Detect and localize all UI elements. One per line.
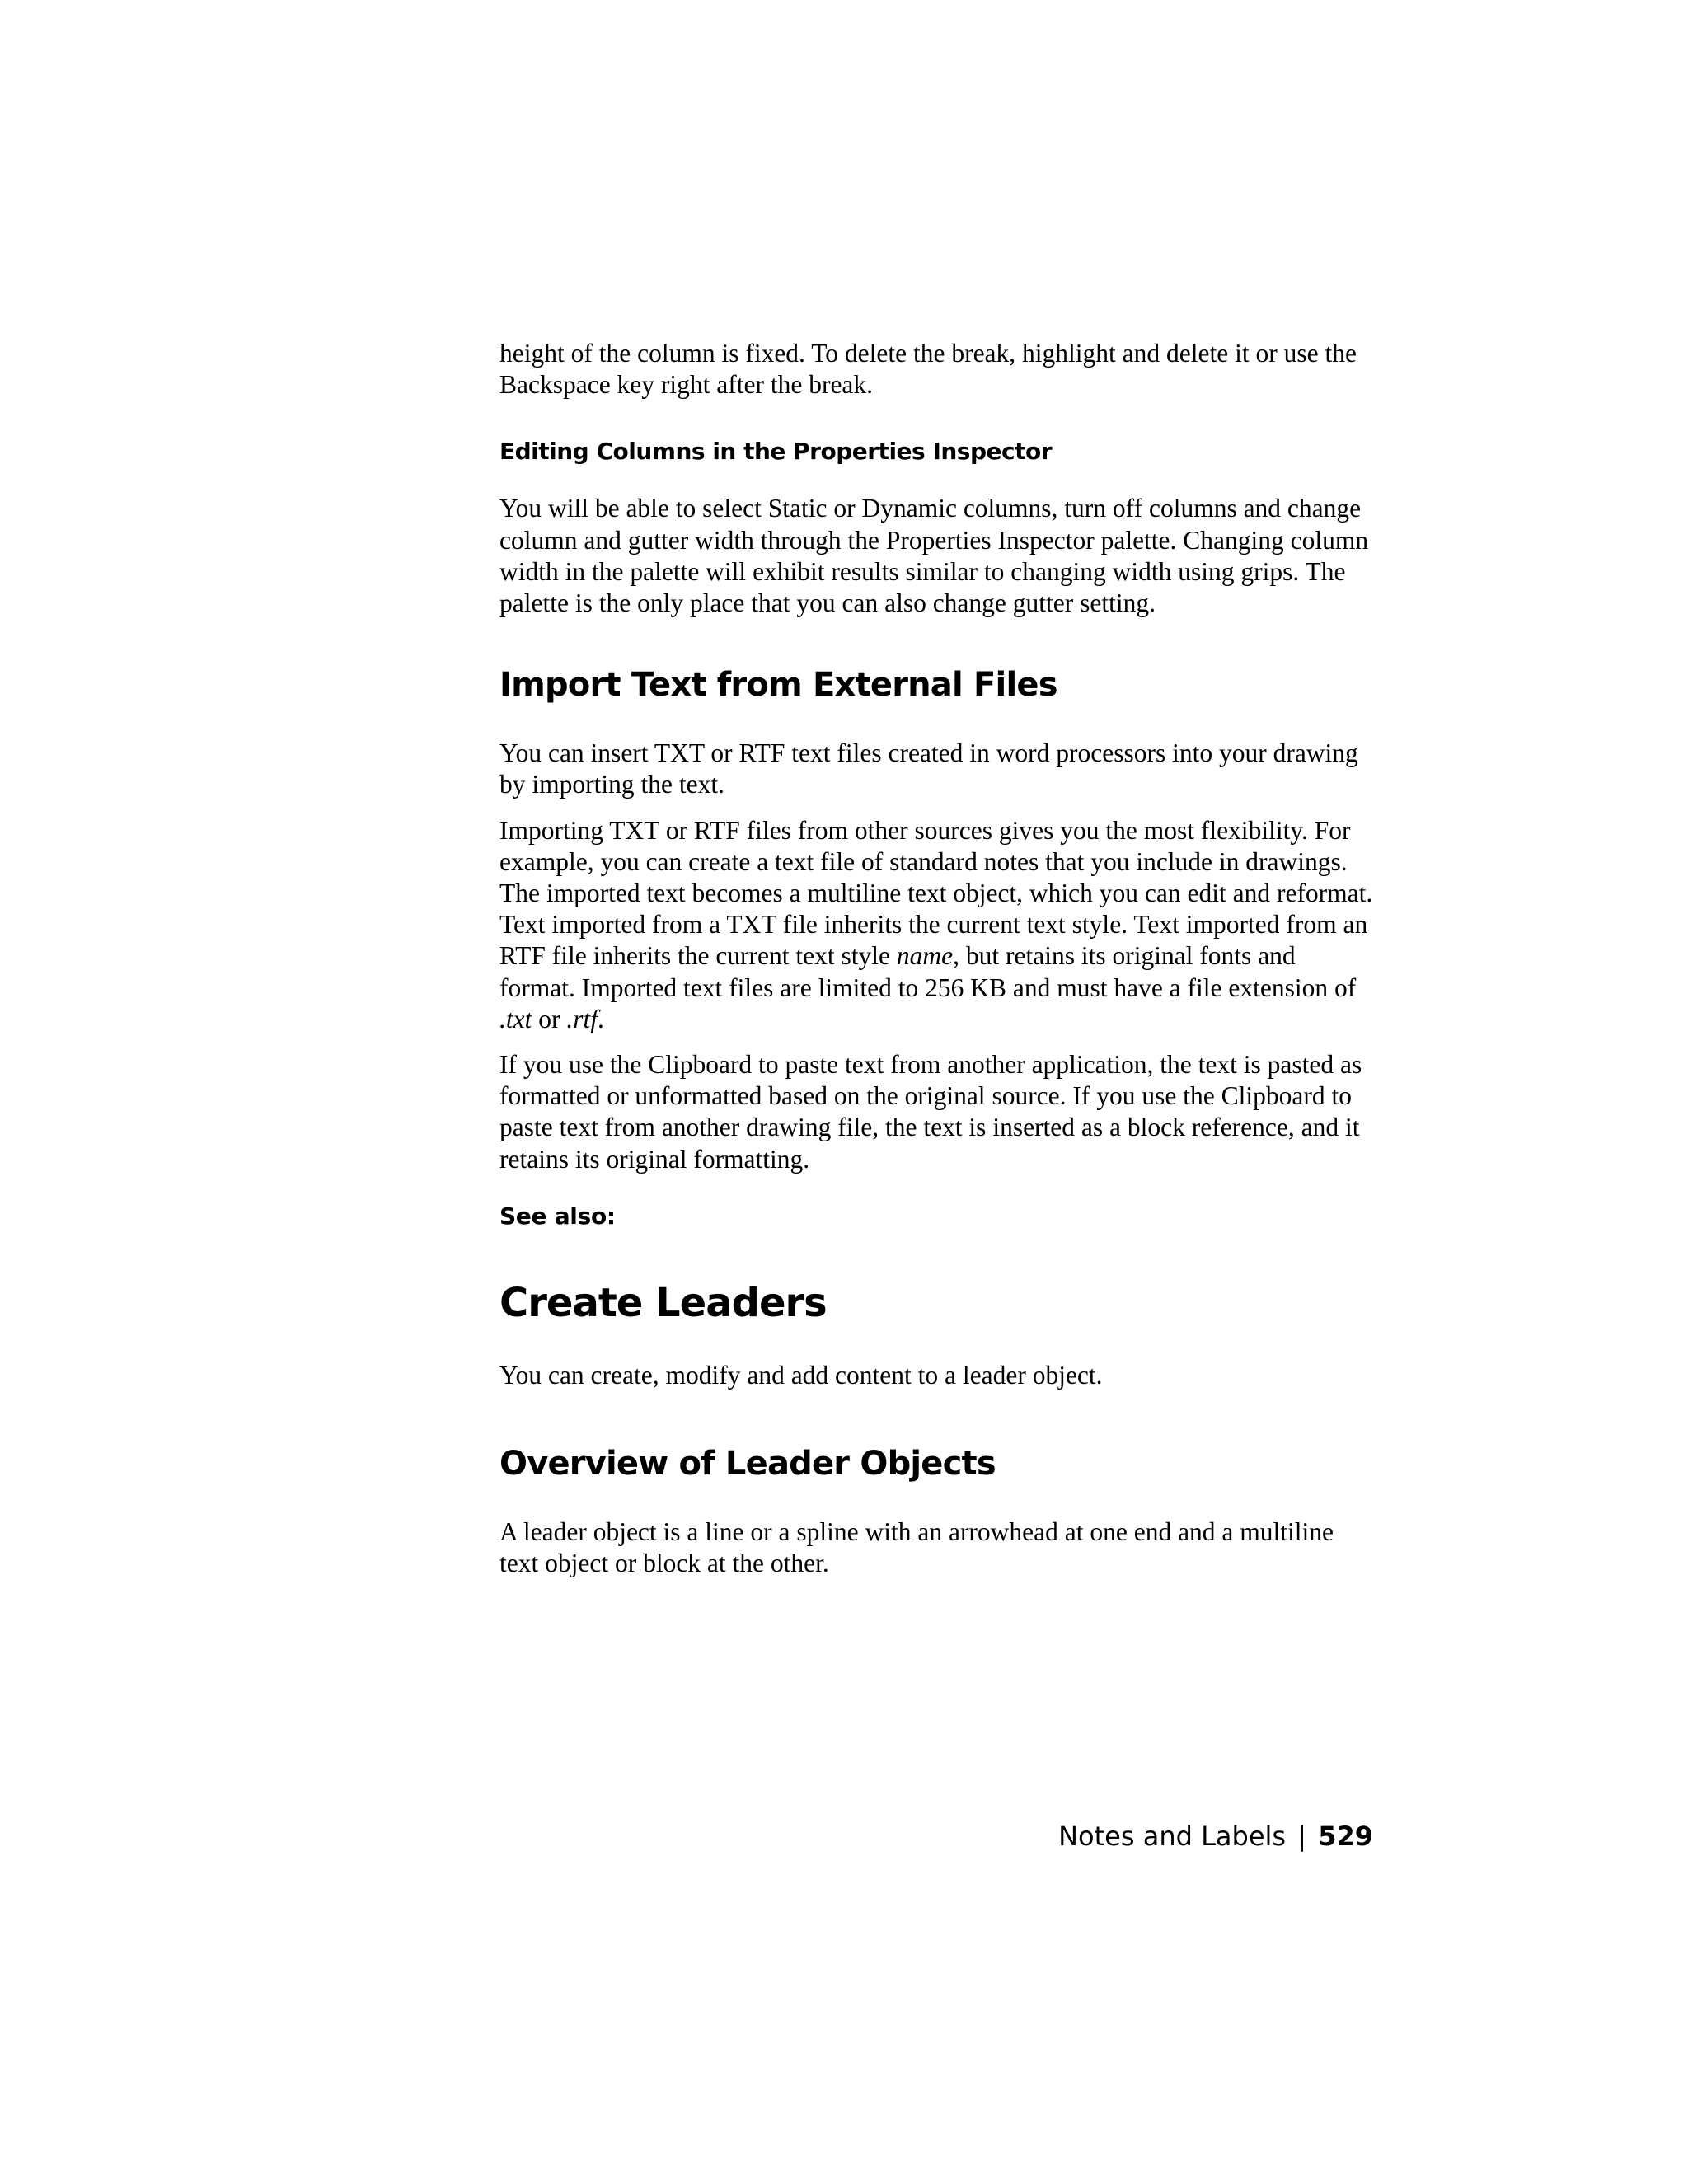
paragraph-import-intro: You can insert TXT or RTF text files created in word processors into your drawing by importing the text. [499, 738, 1358, 799]
subheading-editing-columns: Editing Columns in the Properties Inspector [499, 438, 1053, 466]
footer-section-title: Notes and Labels [1058, 1821, 1287, 1852]
paragraph-create-leaders: You can create, modify and add content to a leader object. [499, 1360, 1103, 1390]
footer-separator: | [1297, 1821, 1307, 1852]
see-also-label: See also: [499, 1202, 616, 1230]
page-body [499, 338, 1373, 1579]
text-run: or [532, 1004, 567, 1033]
heading-create-leaders: Create Leaders [499, 1279, 827, 1326]
paragraph-clipboard: If you use the Clipboard to paste text from another application, the text is pasted as formatted or unformatted based on the original source. If you use the Clipboard to paste text from another drawing file, the text is inserted as a block reference, and it retains its original formatting. [499, 1050, 1362, 1174]
text-run: , but retains its original fonts and format. Imported text files are limited to 256 KB and must have a file extension of [499, 941, 1357, 1002]
heading-import-text: Import Text from External Files [499, 666, 1057, 705]
italic-text-txt-extension: .txt [499, 1004, 532, 1033]
italic-text-name: name [896, 941, 954, 971]
paragraph-leader-object-definition: A leader object is a line or a spline with an arrowhead at one end and a multiline text object or block at the other. [499, 1517, 1334, 1578]
italic-text-rtf-extension: .rtf [566, 1004, 598, 1033]
text-run: Importing TXT or RTF files from other sources gives you the most flexibility. For example, you can create a text file of standard notes that you include in drawings. The imported text becomes a multiline text object, which you can edit and reformat. Text imported from a TXT file inherits the current text style. Text imported from an RTF file inherits the current text style [499, 815, 1373, 971]
paragraph-properties-inspector: You will be able to select Static or Dynamic columns, turn off columns and change column and gutter width through the Properties Inspector palette. Changing column width in the palette will exhibit results similar to changing width using grips. The palette is the only place that you can also change gutter setting. [499, 494, 1369, 618]
page-number: 529 [1318, 1821, 1373, 1852]
paragraph-import-details [499, 815, 1373, 1035]
heading-overview-leader-objects: Overview of Leader Objects [499, 1445, 996, 1483]
paragraph-column-break: height of the column is fixed. To delete the break, highlight and delete it or use the Backspace key right after the break. [499, 339, 1357, 400]
text-run: . [598, 1004, 604, 1033]
page-footer [1058, 1820, 1373, 1853]
